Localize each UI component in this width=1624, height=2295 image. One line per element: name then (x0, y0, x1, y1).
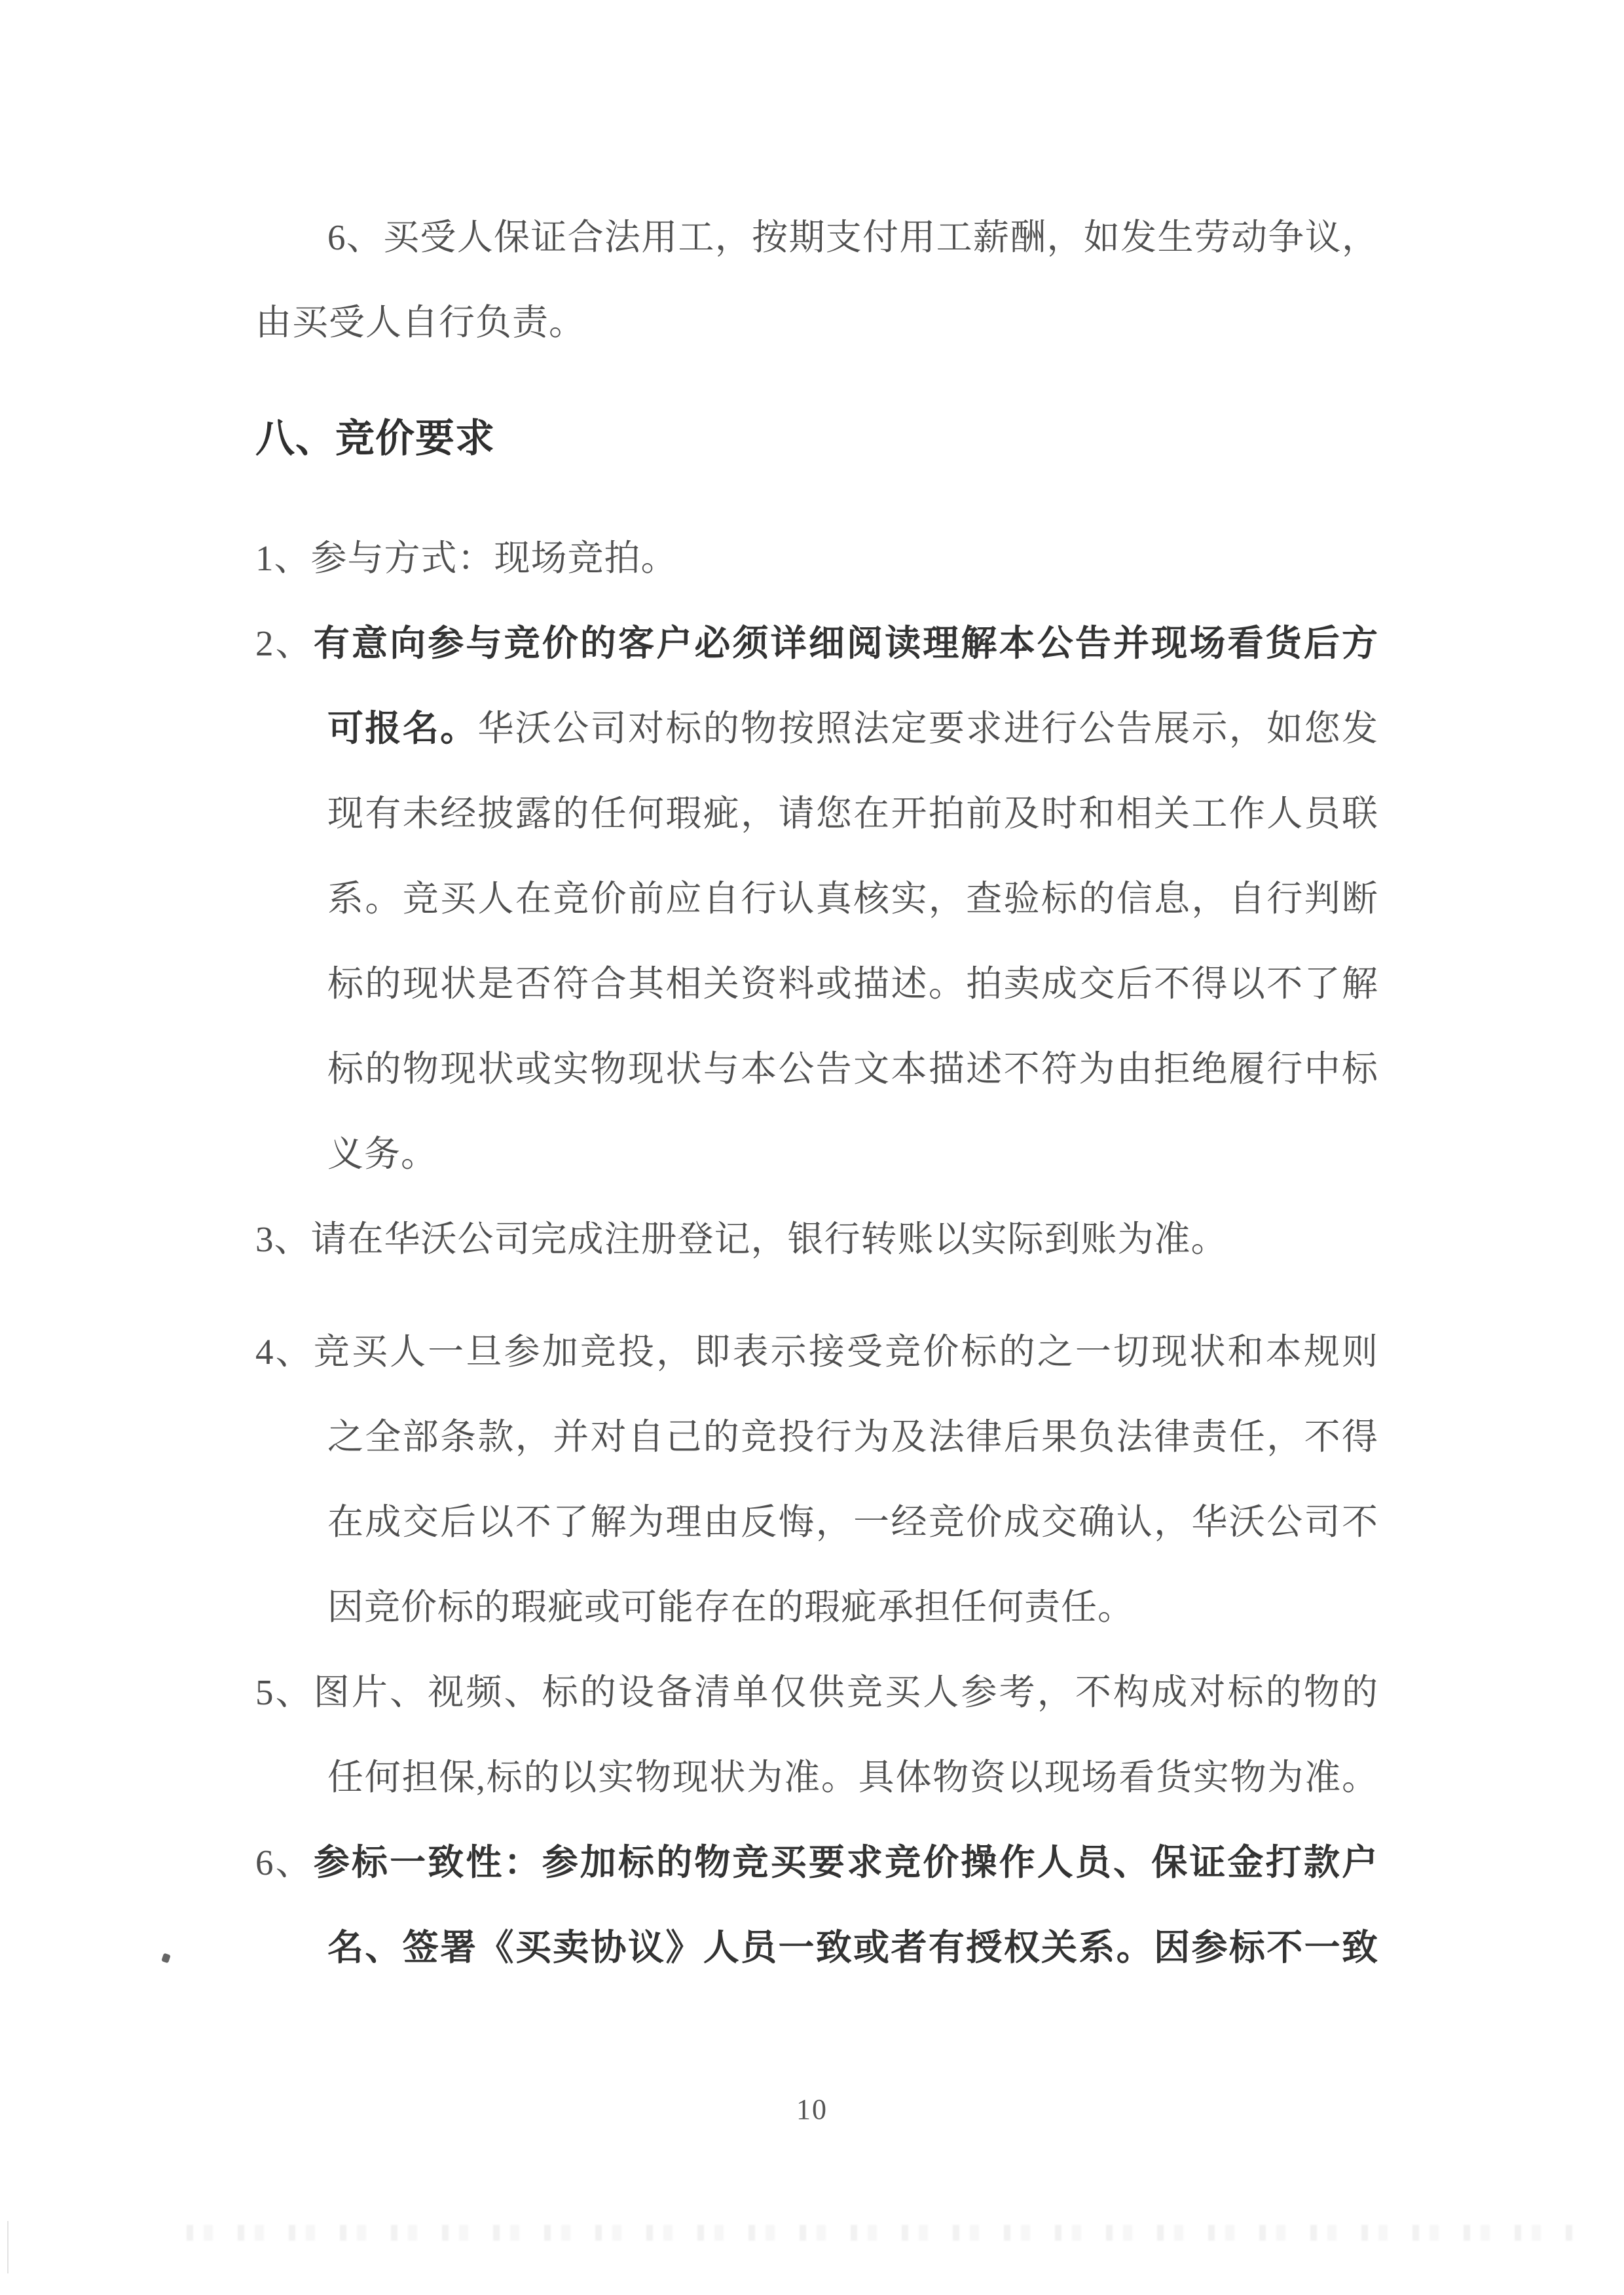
item2-line-2-rest: 华沃公司对标的物按照法定要求进行公告展示，如您发 (477, 708, 1378, 748)
item5-line-1: 5、图片、视频、标的设备清单仅供竞买人参考，不构成对标的物的 (255, 1672, 1378, 1712)
intro-line-2: 由买受人自行负责。 (255, 303, 586, 342)
item2-line-6: 标的物现状或实物现状与本公告文本描述不符为由拒绝履行中标 (327, 1049, 1378, 1089)
item2-number: 2、 (255, 623, 314, 663)
intro-line-1: 6、买受人保证合法用工，按期支付用工薪酬，如发生劳动争议， (327, 217, 1378, 257)
item4-line-2: 之全部条款，并对自己的竞投行为及法律后果负法律责任，不得 (327, 1417, 1378, 1457)
item2-line-3: 现有未经披露的任何瑕疵，请您在开拍前及时和相关工作人员联 (327, 794, 1378, 834)
item4-line-1: 4、竞买人一旦参加竞投，即表示接受竞价标的之一切现状和本规则 (255, 1332, 1378, 1372)
item1-line-1: 1、参与方式：现场竞拍。 (255, 538, 678, 578)
item2-line-4: 系。竞买人在竞价前应自行认真核实，查验标的信息，自行判断 (327, 879, 1378, 919)
item2-line-2-bold: 可报名。 (327, 708, 478, 748)
item6-line-1-bold: 参标一致性：参加标的物竞买要求竞价操作人员、保证金打款户 (313, 1843, 1378, 1882)
section-heading: 八、竞价要求 (255, 417, 495, 460)
left-edge-scan-artifact (7, 2221, 9, 2273)
page-number: 10 (796, 2093, 828, 2125)
item2-line-1-bold: 有意向参与竞价的客户必须详细阅读理解本公告并现场看货后方 (313, 623, 1378, 663)
item6-number: 6、 (255, 1843, 314, 1882)
item4-line-3: 在成交后以不了解为理由反悔，一经竞价成交确认，华沃公司不 (327, 1502, 1378, 1542)
item6-line-1 (255, 1820, 1378, 1905)
item2-line-2 (255, 686, 1378, 771)
item2-line-7: 义务。 (327, 1134, 438, 1174)
item3-line-1: 3、请在华沃公司完成注册登记，银行转账以实际到账为准。 (255, 1219, 1228, 1259)
item2-line-5: 标的现状是否符合其相关资料或描述。拍卖成交后不得以不了解 (327, 964, 1378, 1004)
item4-line-4: 因竞价标的瑕疵或可能存在的瑕疵承担任何责任。 (327, 1587, 1135, 1627)
item6-line-2: 名、签署《买卖协议》人员一致或者有授权关系。因参标不一致 (327, 1928, 1378, 1968)
document-body (255, 195, 1378, 1991)
item2-line-1 (255, 601, 1378, 686)
bottom-ghost-text-artifact (187, 2225, 1581, 2241)
item5-line-2: 任何担保,标的以实物现状为准。具体物资以现场看货实物为准。 (327, 1757, 1378, 1797)
ink-speck-artifact (161, 1953, 170, 1964)
